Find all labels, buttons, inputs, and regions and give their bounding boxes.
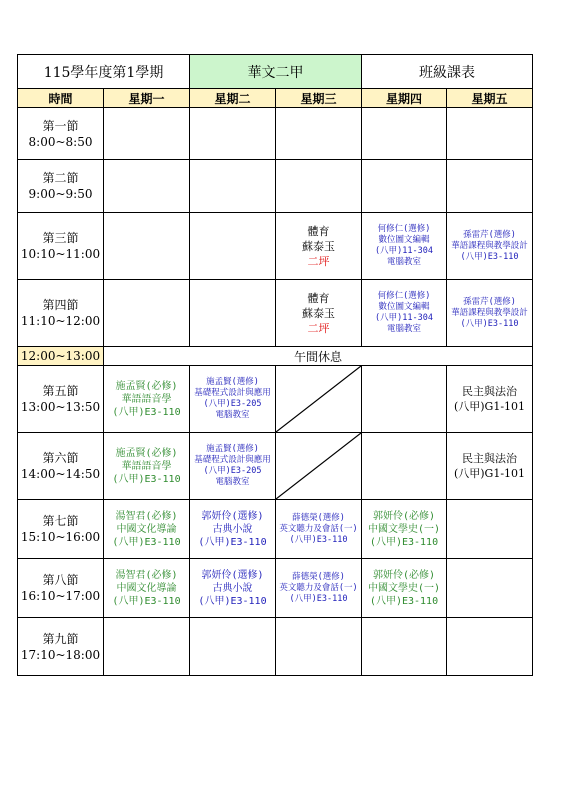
course-teacher: 施孟賢(必修) [115, 447, 178, 459]
period-cell-5 [18, 366, 104, 433]
day-header-tuesday: 星期二 [190, 89, 276, 108]
course-room: (八甲)E3-110 [369, 595, 439, 607]
course-cell-p7-mon [104, 500, 190, 559]
course-cell-p7-wed [276, 500, 362, 559]
course-note: 電腦教室 [215, 410, 250, 420]
period-name: 第三節 [42, 231, 79, 245]
course-room: (八甲)E3-205 [203, 466, 262, 476]
diagonal-strike [276, 366, 361, 432]
course-cell-p4-thu [362, 280, 447, 347]
period-row-3 [18, 213, 533, 280]
empty-slot [276, 618, 362, 676]
period-row-6 [18, 433, 533, 500]
period-name: 第九節 [42, 631, 79, 646]
course-room: 二坪 [307, 254, 330, 268]
empty-slot [104, 160, 190, 213]
course-room: (八甲)11-304 [375, 313, 433, 323]
empty-slot [190, 618, 276, 676]
empty-slot [190, 280, 276, 347]
course-room: (八甲)G1-101 [453, 467, 526, 480]
course-teacher: 施孟賢(選修) [206, 444, 259, 454]
course-room: (八甲)E3-110 [460, 318, 519, 329]
course-room: (八甲)E3-110 [112, 406, 181, 418]
empty-slot [362, 433, 447, 500]
course-cell-p5-fri [447, 366, 533, 433]
course-room: (八甲)E3-110 [112, 473, 181, 485]
course-name: 體育 [307, 291, 330, 305]
course-cell-p8-wed [276, 559, 362, 618]
period-time: 13:00~13:50 [20, 400, 101, 414]
empty-slot [447, 618, 533, 676]
period-cell-6 [18, 433, 104, 500]
empty-slot [190, 108, 276, 160]
course-cell-p6-tue [190, 433, 276, 500]
course-teacher: 湯智君(必修) [115, 569, 178, 581]
empty-slot [447, 500, 533, 559]
course-cell-p6-fri [447, 433, 533, 500]
course-teacher: 何修仁(選修) [377, 224, 431, 234]
course-cell-p7-tue [190, 500, 276, 559]
period-name: 第八節 [42, 573, 79, 587]
course-name: 中國文學史(一) [367, 523, 441, 535]
period-time: 8:00~8:50 [28, 134, 93, 149]
course-name: 數位圖文編輯 [378, 302, 430, 312]
period-row-7 [18, 500, 533, 559]
course-name: 華語語音學 [121, 393, 172, 405]
course-teacher: 施孟賢(必修) [115, 380, 178, 392]
empty-slot [104, 618, 190, 676]
course-name: 基礎程式設計與應用 [194, 455, 271, 465]
period-time: 15:10~16:00 [20, 530, 101, 544]
course-cell-p3-thu [362, 213, 447, 280]
empty-slot [362, 366, 447, 433]
course-room: (八甲)E3-110 [112, 536, 181, 548]
course-note: 電腦教室 [215, 477, 250, 487]
course-teacher: 薛德榮(選修) [292, 571, 345, 582]
empty-slot [362, 108, 447, 160]
period-cell-2 [18, 160, 104, 213]
empty-slot [190, 160, 276, 213]
course-note: 電腦教室 [387, 257, 422, 267]
course-name: 古典小說 [212, 582, 253, 594]
course-name: 基礎程式設計與應用 [194, 388, 271, 398]
period-row-8 [18, 559, 533, 618]
course-teacher: 郭妍伶(選修) [201, 569, 264, 581]
day-header-wednesday: 星期三 [276, 89, 362, 108]
lunch-label: 午間休息 [104, 347, 533, 366]
course-name: 英文聽力及會話(一) [279, 582, 358, 593]
period-name: 第五節 [42, 384, 79, 398]
time-column-header: 時間 [18, 89, 104, 108]
course-room: (八甲)E3-110 [289, 593, 348, 604]
course-room: (八甲)E3-205 [203, 399, 262, 409]
period-name: 第七節 [42, 514, 79, 528]
lunch-time: 12:00~13:00 [18, 347, 104, 366]
course-name: 華語課程與教學設計 [451, 240, 528, 251]
empty-slot [447, 559, 533, 618]
course-cell-p4-wed [276, 280, 362, 347]
course-name: 華語語音學 [121, 460, 172, 472]
day-header-friday: 星期五 [447, 89, 533, 108]
course-name: 英文聽力及會話(一) [279, 523, 358, 534]
period-cell-1 [18, 108, 104, 160]
course-room: (八甲)G1-101 [453, 400, 526, 413]
period-row-9 [18, 618, 533, 676]
empty-slot [104, 213, 190, 280]
period-time: 9:00~9:50 [28, 187, 93, 201]
course-note: 電腦教室 [387, 324, 422, 334]
course-name: 民主與法治 [462, 452, 518, 465]
course-room: (八甲)E3-110 [198, 595, 267, 607]
blocked-slot [276, 366, 362, 433]
doc-title: 班級課表 [362, 55, 533, 89]
course-name: 數位圖文編輯 [378, 235, 430, 245]
course-name: 中國文化導論 [116, 582, 177, 594]
course-cell-p8-mon [104, 559, 190, 618]
empty-slot [276, 160, 362, 213]
empty-slot [362, 618, 447, 676]
period-row-2 [18, 160, 533, 213]
period-time: 14:00~14:50 [20, 467, 101, 481]
course-cell-p8-thu [362, 559, 447, 618]
period-cell-3 [18, 213, 104, 280]
period-cell-4 [18, 280, 104, 347]
course-teacher: 郭妍伶(必修) [372, 510, 436, 522]
lunch-row [18, 347, 533, 366]
course-room: (八甲)E3-110 [198, 536, 267, 548]
course-teacher: 孫雷芹(選修) [463, 229, 516, 240]
course-teacher: 蘇泰玉 [302, 239, 336, 253]
course-teacher: 蘇泰玉 [302, 306, 336, 320]
period-cell-8 [18, 559, 104, 618]
class-name: 華文二甲 [190, 55, 362, 89]
course-room: (八甲)E3-110 [460, 251, 519, 262]
period-row-4 [18, 280, 533, 347]
period-row-1 [18, 108, 533, 160]
course-name: 中國文化導論 [116, 523, 177, 535]
course-name: 古典小說 [212, 523, 253, 535]
period-name: 第四節 [42, 298, 79, 312]
period-time: 16:10~17:00 [20, 589, 101, 603]
empty-slot [276, 108, 362, 160]
course-cell-p4-fri [447, 280, 533, 347]
course-cell-p3-fri [447, 213, 533, 280]
course-cell-p5-mon [104, 366, 190, 433]
day-header-thursday: 星期四 [362, 89, 447, 108]
title-row [18, 55, 533, 89]
empty-slot [447, 108, 533, 160]
empty-slot [190, 213, 276, 280]
course-name: 民主與法治 [462, 385, 518, 398]
period-name: 第一節 [42, 118, 79, 133]
course-teacher: 孫雷芹(選修) [463, 296, 516, 307]
timetable [17, 54, 533, 676]
course-name: 體育 [307, 224, 330, 238]
course-cell-p8-tue [190, 559, 276, 618]
diagonal-strike [276, 433, 361, 499]
course-teacher: 薛德榮(選修) [292, 512, 345, 523]
course-teacher: 湯智君(必修) [115, 510, 178, 522]
period-cell-7 [18, 500, 104, 559]
empty-slot [447, 160, 533, 213]
period-time: 11:10~12:00 [20, 314, 101, 328]
empty-slot [104, 280, 190, 347]
period-row-5 [18, 366, 533, 433]
course-room: 二坪 [307, 321, 330, 335]
course-cell-p3-wed [276, 213, 362, 280]
course-room: (八甲)E3-110 [289, 534, 348, 545]
course-room: (八甲)11-304 [375, 246, 433, 256]
course-cell-p7-thu [362, 500, 447, 559]
course-teacher: 何修仁(選修) [377, 291, 431, 301]
course-teacher: 施孟賢(選修) [206, 377, 259, 387]
course-cell-p5-tue [190, 366, 276, 433]
period-time: 10:10~11:00 [20, 247, 101, 261]
course-room: (八甲)E3-110 [112, 595, 181, 607]
course-room: (八甲)E3-110 [369, 536, 439, 548]
blocked-slot [276, 433, 362, 500]
weekday-header-row [18, 89, 533, 108]
day-header-monday: 星期一 [104, 89, 190, 108]
empty-slot [104, 108, 190, 160]
period-time: 17:10~18:00 [20, 647, 101, 662]
period-name: 第六節 [42, 451, 79, 465]
course-name: 華語課程與教學設計 [451, 307, 528, 318]
course-teacher: 郭妍伶(必修) [372, 569, 436, 581]
period-cell-9 [18, 618, 104, 676]
term-label: 115學年度第1學期 [18, 55, 190, 89]
course-cell-p6-mon [104, 433, 190, 500]
schedule-sheet [17, 54, 532, 676]
course-teacher: 郭妍伶(選修) [201, 510, 264, 522]
empty-slot [362, 160, 447, 213]
period-name: 第二節 [42, 171, 79, 185]
course-name: 中國文學史(一) [367, 582, 441, 594]
